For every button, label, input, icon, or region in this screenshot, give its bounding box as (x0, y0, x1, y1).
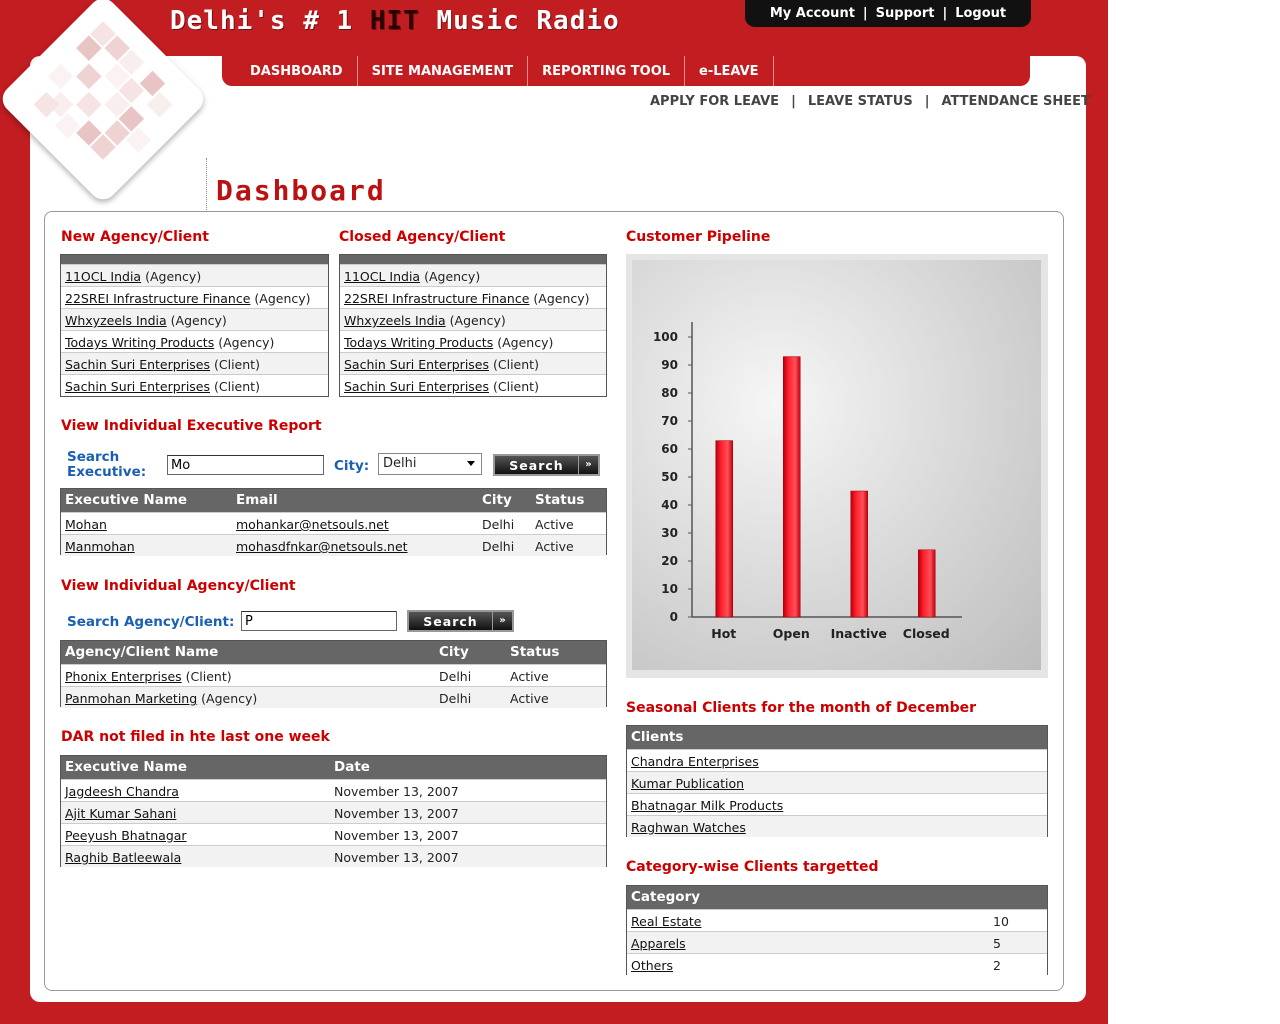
table-row (61, 512, 606, 534)
y-tick-label: 0 (669, 610, 678, 624)
list-item (340, 286, 606, 308)
executive-table (60, 488, 607, 555)
table-cell (61, 669, 435, 686)
y-tick-label: 10 (661, 582, 678, 596)
table-row (61, 686, 606, 708)
city-select[interactable] (378, 453, 482, 475)
col-city: City (482, 492, 512, 508)
search-button-label: Search (423, 613, 478, 629)
agency-type: (Agency) (201, 691, 258, 706)
pipeline-chart-frame (626, 254, 1048, 678)
list-item (340, 264, 606, 286)
bar (783, 357, 800, 617)
agency-link[interactable]: 11OCL India (344, 269, 421, 284)
chevron-down-icon (467, 461, 475, 466)
cell-text: Delhi (482, 517, 515, 532)
agency-type: (Agency) (449, 313, 506, 328)
list-item (340, 374, 606, 396)
table-cell (478, 539, 531, 556)
exec-report-title: View Individual Executive Report (61, 418, 322, 434)
col-city: City (439, 644, 469, 660)
agency-link[interactable]: Panmohan Marketing (65, 691, 198, 706)
separator: | (942, 6, 948, 21)
cell-text: Active (535, 517, 574, 532)
agency-link[interactable]: Whxyzeels India (344, 313, 446, 328)
table-cell (627, 820, 1027, 837)
list-item (61, 374, 328, 396)
double-arrow-icon: » (492, 612, 512, 630)
table-cell (627, 776, 1027, 793)
nav-site-management[interactable]: SITE MANAGEMENT (358, 56, 529, 86)
right-blank-area (1108, 0, 1280, 1024)
email-link[interactable]: mohasdfnkar@netsouls.net (236, 539, 408, 554)
table-cell (61, 784, 330, 801)
site-title-text: Delhi's # 1 (170, 6, 370, 36)
table-cell (61, 850, 330, 867)
search-executive-input[interactable] (167, 455, 324, 475)
nav-reporting-tool[interactable]: REPORTING TOOL (528, 56, 685, 86)
executive-link[interactable]: Jagdeesh Chandra (65, 784, 179, 799)
agency-table (60, 640, 607, 707)
client-link[interactable]: Chandra Enterprises (631, 754, 759, 769)
client-link[interactable]: Raghwan Watches (631, 820, 746, 835)
search-button-label: Search (509, 457, 564, 473)
table-row (627, 931, 1047, 953)
dar-table (60, 755, 607, 867)
table-cell (627, 754, 1027, 771)
agency-link[interactable]: 11OCL India (65, 269, 142, 284)
x-tick-label: Closed (902, 626, 950, 641)
table-cell: Active (510, 669, 549, 684)
table-cell (61, 539, 232, 556)
col-category: Category (631, 889, 701, 905)
subnav-leave-status[interactable]: LEAVE STATUS (807, 94, 913, 109)
table-row (61, 534, 606, 556)
pipeline-chart-bg (632, 260, 1041, 670)
agency-report-title: View Individual Agency/Client (61, 578, 296, 594)
logo-pixel (48, 64, 73, 89)
agency-link[interactable]: Phonix Enterprises (65, 669, 182, 684)
table-cell (627, 798, 1027, 815)
category-link[interactable]: Apparels (631, 936, 686, 951)
list-item (340, 352, 606, 374)
logout-link[interactable]: Logout (955, 6, 1007, 21)
list-item (61, 264, 328, 286)
table-row (61, 823, 606, 845)
category-count: 10 (993, 914, 1009, 929)
logo-pixel (55, 113, 80, 138)
agency-type: (Client) (493, 379, 539, 394)
search-agency-button[interactable] (407, 610, 514, 632)
agency-link[interactable]: Whxyzeels India (65, 313, 167, 328)
nav-dashboard[interactable]: DASHBOARD (224, 56, 358, 86)
agency-type: (Client) (214, 379, 260, 394)
col-executive-name: Executive Name (65, 492, 188, 508)
table-row (627, 815, 1047, 837)
category-link[interactable]: Others (631, 958, 674, 973)
table-cell (61, 691, 435, 708)
support-link[interactable]: Support (875, 6, 935, 21)
y-tick-label: 70 (661, 414, 678, 428)
site-title (170, 6, 620, 36)
table-cell: Delhi (439, 691, 472, 706)
title-divider (206, 158, 207, 210)
account-bar (745, 0, 1031, 27)
site-title-text-end: Music Radio (419, 6, 620, 36)
agency-type: (Agency) (170, 313, 227, 328)
y-tick-label: 80 (661, 386, 678, 400)
search-agency-label: Search Agency/Client: (67, 614, 235, 630)
table-cell (478, 517, 531, 534)
list-item (61, 286, 328, 308)
table-cell: Active (510, 691, 549, 706)
bar (851, 491, 868, 617)
agency-type: (Agency) (218, 335, 275, 350)
list-item (61, 330, 328, 352)
x-tick-label: Open (772, 626, 810, 641)
y-tick-label: 60 (661, 442, 678, 456)
table-row (61, 664, 606, 686)
y-tick-label: 20 (661, 554, 678, 568)
agency-type: (Agency) (533, 291, 590, 306)
main-nav (224, 56, 774, 86)
agency-link[interactable]: 22SREI Infrastructure Finance (344, 291, 530, 306)
agency-type: (Agency) (145, 269, 202, 284)
logo-pixel (126, 127, 151, 152)
col-status: Status (510, 644, 560, 660)
search-executive-label: Search Executive: (67, 449, 147, 480)
client-link[interactable]: Kumar Publication (631, 776, 745, 791)
double-arrow-icon: » (578, 456, 598, 474)
category-table (626, 885, 1048, 975)
agency-link[interactable]: Sachin Suri Enterprises (65, 357, 211, 372)
y-tick-label: 90 (661, 358, 678, 372)
cell-text: Delhi (482, 539, 515, 554)
y-tick-label: 50 (661, 470, 678, 484)
pipeline-chart (632, 260, 1041, 670)
col-executive-name: Executive Name (65, 759, 188, 775)
table-row (627, 771, 1047, 793)
category-count: 2 (993, 958, 1001, 973)
pipeline-title: Customer Pipeline (626, 229, 771, 245)
table-cell: Delhi (439, 669, 472, 684)
table-cell (627, 914, 989, 931)
list-header-strip (61, 255, 328, 264)
table-cell (61, 828, 330, 845)
table-cell (232, 539, 478, 556)
table-row (61, 801, 606, 823)
x-tick-label: Hot (711, 626, 737, 641)
agency-type: (Agency) (497, 335, 554, 350)
agency-link[interactable]: Sachin Suri Enterprises (65, 379, 211, 394)
table-cell (531, 539, 601, 556)
subnav-apply-for-leave[interactable]: APPLY FOR LEAVE (650, 94, 780, 109)
subnav-attendance-sheet[interactable]: ATTENDANCE SHEET (941, 94, 1090, 109)
list-item (61, 308, 328, 330)
table-row (61, 845, 606, 867)
executive-link[interactable]: Mohan (65, 517, 107, 532)
y-tick-label: 100 (652, 330, 678, 344)
my-account-link[interactable]: My Account (769, 6, 855, 21)
agency-type: (Client) (214, 357, 260, 372)
list-header-strip (340, 255, 606, 264)
table-cell (627, 958, 989, 975)
table-header (627, 886, 1047, 909)
agency-link[interactable]: 22SREI Infrastructure Finance (65, 291, 251, 306)
table-cell: November 13, 2007 (334, 784, 459, 799)
table-row (627, 749, 1047, 771)
agency-type: (Agency) (424, 269, 481, 284)
logo-pixel (76, 92, 101, 117)
nav-e-leave[interactable]: e-LEAVE (685, 56, 774, 86)
table-cell (232, 517, 478, 534)
executive-link[interactable]: Manmohan (65, 539, 135, 554)
col-agency-name: Agency/Client Name (65, 644, 219, 660)
table-header (61, 641, 606, 664)
executive-link[interactable]: Ajit Kumar Sahani (65, 806, 177, 821)
table-cell (61, 806, 330, 823)
agency-type: (Client) (185, 669, 232, 684)
seasonal-table (626, 725, 1048, 837)
separator: | (791, 94, 796, 109)
agency-link[interactable]: Sachin Suri Enterprises (344, 357, 490, 372)
col-date: Date (334, 759, 370, 775)
col-status: Status (535, 492, 585, 508)
table-header (61, 489, 606, 512)
y-tick-label: 40 (661, 498, 678, 512)
list-item (61, 352, 328, 374)
logo-pixel (76, 64, 101, 89)
table-row (627, 793, 1047, 815)
new-agency-list (60, 254, 329, 397)
logo-pixel (140, 71, 165, 96)
email-link[interactable]: mohankar@netsouls.net (236, 517, 389, 532)
search-executive-button[interactable] (493, 454, 600, 476)
new-agency-title: New Agency/Client (61, 229, 209, 245)
table-cell (61, 517, 232, 534)
bar (918, 550, 935, 617)
agency-link[interactable]: Todays Writing Products (344, 335, 494, 350)
seasonal-title: Seasonal Clients for the month of December (626, 700, 977, 716)
separator: | (862, 6, 868, 21)
y-tick-label: 30 (661, 526, 678, 540)
table-cell: November 13, 2007 (334, 806, 459, 821)
table-cell (627, 936, 989, 953)
separator: | (924, 94, 930, 109)
table-header (627, 726, 1047, 749)
city-select-value: Delhi (383, 456, 417, 471)
bar (716, 441, 733, 617)
agency-type: (Agency) (254, 291, 311, 306)
city-label: City: (334, 458, 370, 474)
closed-agency-title: Closed Agency/Client (339, 229, 506, 245)
executive-link[interactable]: Peeyush Bhatnagar (65, 828, 187, 843)
cell-text: Active (535, 539, 574, 554)
x-tick-label: Inactive (830, 626, 887, 641)
sub-nav (650, 94, 1090, 109)
agency-type: (Client) (493, 357, 539, 372)
site-title-hit: HIT (369, 6, 420, 36)
dar-title: DAR not filed in hte last one week (61, 729, 330, 745)
agency-link[interactable]: Todays Writing Products (65, 335, 215, 350)
table-cell: November 13, 2007 (334, 850, 459, 865)
page-title: Dashboard (216, 174, 386, 207)
table-cell (531, 517, 601, 534)
col-email: Email (236, 492, 278, 508)
list-item (340, 330, 606, 352)
table-cell: November 13, 2007 (334, 828, 459, 843)
category-link[interactable]: Real Estate (631, 914, 702, 929)
executive-link[interactable]: Raghib Batleewala (65, 850, 182, 865)
agency-link[interactable]: Sachin Suri Enterprises (344, 379, 490, 394)
category-count: 5 (993, 936, 1001, 951)
table-row (627, 909, 1047, 931)
table-header (61, 756, 606, 779)
logo-pixel (147, 92, 172, 117)
list-item (340, 308, 606, 330)
table-row (627, 953, 1047, 975)
col-clients: Clients (631, 729, 684, 745)
category-title: Category-wise Clients targetted (626, 859, 879, 875)
closed-agency-list (339, 254, 607, 397)
table-row (61, 779, 606, 801)
search-agency-input[interactable] (241, 611, 397, 631)
client-link[interactable]: Bhatnagar Milk Products (631, 798, 784, 813)
